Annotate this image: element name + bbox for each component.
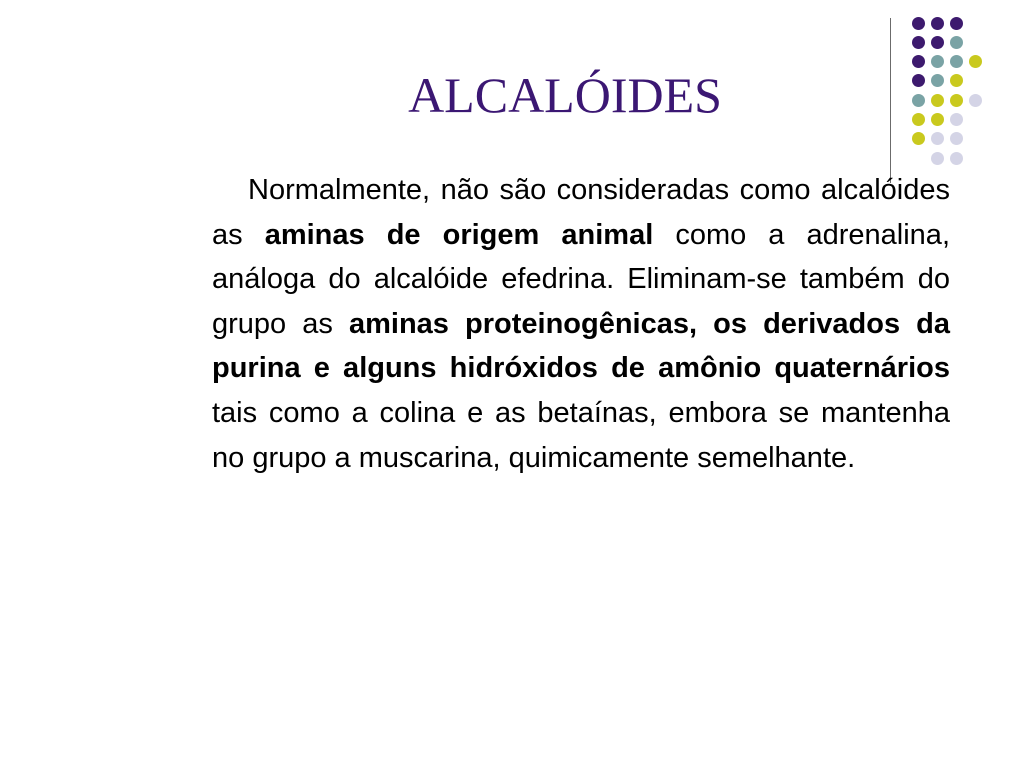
decorative-dot [912, 113, 925, 126]
decorative-dot [950, 55, 963, 68]
text-run: Normalmente, não são consideradas como alcalóides as [212, 174, 950, 251]
decorative-dot [912, 55, 925, 68]
decorative-dot [931, 132, 944, 145]
decorative-dot [912, 17, 925, 30]
text-run: tais como a colina e as betaínas, embora se mantenha no grupo a muscarina, quimicamente semelhante. [212, 396, 950, 474]
slide-title: ALCALÓIDES [408, 67, 722, 123]
decorative-dot [912, 94, 925, 107]
decorative-dot [931, 94, 944, 107]
decorative-dot [912, 74, 925, 87]
decorative-dot [950, 17, 963, 30]
decorative-dot [931, 152, 944, 165]
decorative-dot [950, 132, 963, 145]
text-run: como a adrenalina, análoga do alcalóide efedrina. Eliminam-se também do grupo as [212, 218, 950, 340]
decorative-dot [950, 152, 963, 165]
bold-text-run: aminas de origem animal [264, 218, 654, 251]
decorative-dot [931, 74, 944, 87]
bold-text-run: aminas proteinogênicas, os derivados da purina e alguns hidróxidos de amônio quaternários [212, 307, 950, 385]
decorative-dot [969, 55, 982, 68]
decorative-dot [912, 36, 925, 49]
vertical-divider-line [890, 18, 891, 183]
decorative-dot [950, 36, 963, 49]
decorative-dot [969, 94, 982, 107]
decorative-dot [950, 74, 963, 87]
decorative-dot [931, 36, 944, 49]
decorative-dot [931, 113, 944, 126]
decorative-dot [950, 113, 963, 126]
decorative-dot [931, 55, 944, 68]
decorative-dot [931, 17, 944, 30]
decorative-dot [950, 94, 963, 107]
slide-body-paragraph [212, 168, 950, 480]
decorative-dot [912, 132, 925, 145]
